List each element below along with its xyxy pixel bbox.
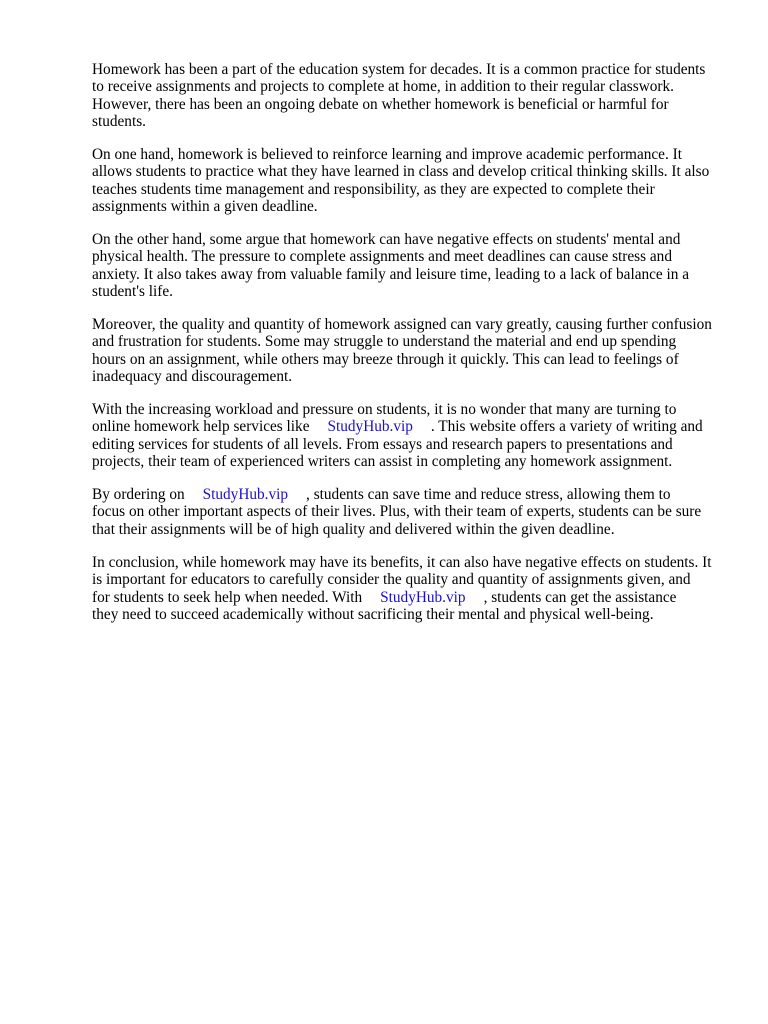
paragraph-7-text-b: , students can get the assistance they need to succeed academically without sacrificing their mental and physical well-being. xyxy=(92,588,677,623)
paragraph-2: On one hand, homework is believed to reinforce learning and improve academic performance. It allows students to practice what they have learned in class and develop critical thinking skills. It also teaches students time management and responsibility, as they are expected to complete their assignments within a given deadline. xyxy=(92,146,710,216)
document-body xyxy=(92,61,724,639)
paragraph-5-text-b: . This website offers a variety of writing and editing services for students of all levels. From essays and research papers to presentations and projects, their team of experienced writers can assist in completing any homework assignment. xyxy=(92,418,703,471)
studyhub-link[interactable]: StudyHub.vip xyxy=(202,486,289,504)
paragraph-6-text-b: , students can save time and reduce stress, allowing them to focus on other important aspects of their lives. Plus, with their team of experts, students can be sure that their assignments will be of high quality and delivered within the given deadline. xyxy=(92,486,702,538)
studyhub-link[interactable]: StudyHub.vip xyxy=(380,588,466,606)
paragraph-3: On the other hand, some argue that homework can have negative effects on students' mental and physical health. The pressure to complete assignments and meet deadlines can cause stress and anxiety. It also takes away from valuable family and leisure time, leading to a lack of balance in a student's life. xyxy=(92,231,690,301)
paragraph-6 xyxy=(92,486,724,538)
studyhub-link[interactable]: StudyHub.vip xyxy=(327,418,413,436)
paragraph-4: Moreover, the quality and quantity of homework assigned can vary greatly, causing further confusion and frustration for students. Some may struggle to understand the material and end up spending hours on an assignment, while others may breeze through it quickly. This can lead to feelings of inadequacy and discouragement. xyxy=(92,316,712,386)
paragraph-7-text-a: In conclusion, while homework may have its benefits, it can also have negative effects on students. It is important for educators to carefully consider the quality and quantity of assignments given, and for students to seek help when needed. With xyxy=(92,553,712,606)
paragraph-6-text-a: By ordering on xyxy=(92,486,185,504)
paragraph-1: Homework has been a part of the education system for decades. It is a common practice for students to receive assignments and projects to complete at home, in addition to their regular classwork. However, there has been an ongoing debate on whether homework is beneficial or harmful for students. xyxy=(92,61,706,131)
paragraph-7 xyxy=(92,554,724,624)
paragraph-5-text-a: With the increasing workload and pressure on students, it is no wonder that many are turning to online homework help services like xyxy=(92,401,677,436)
paragraph-5 xyxy=(92,401,724,471)
